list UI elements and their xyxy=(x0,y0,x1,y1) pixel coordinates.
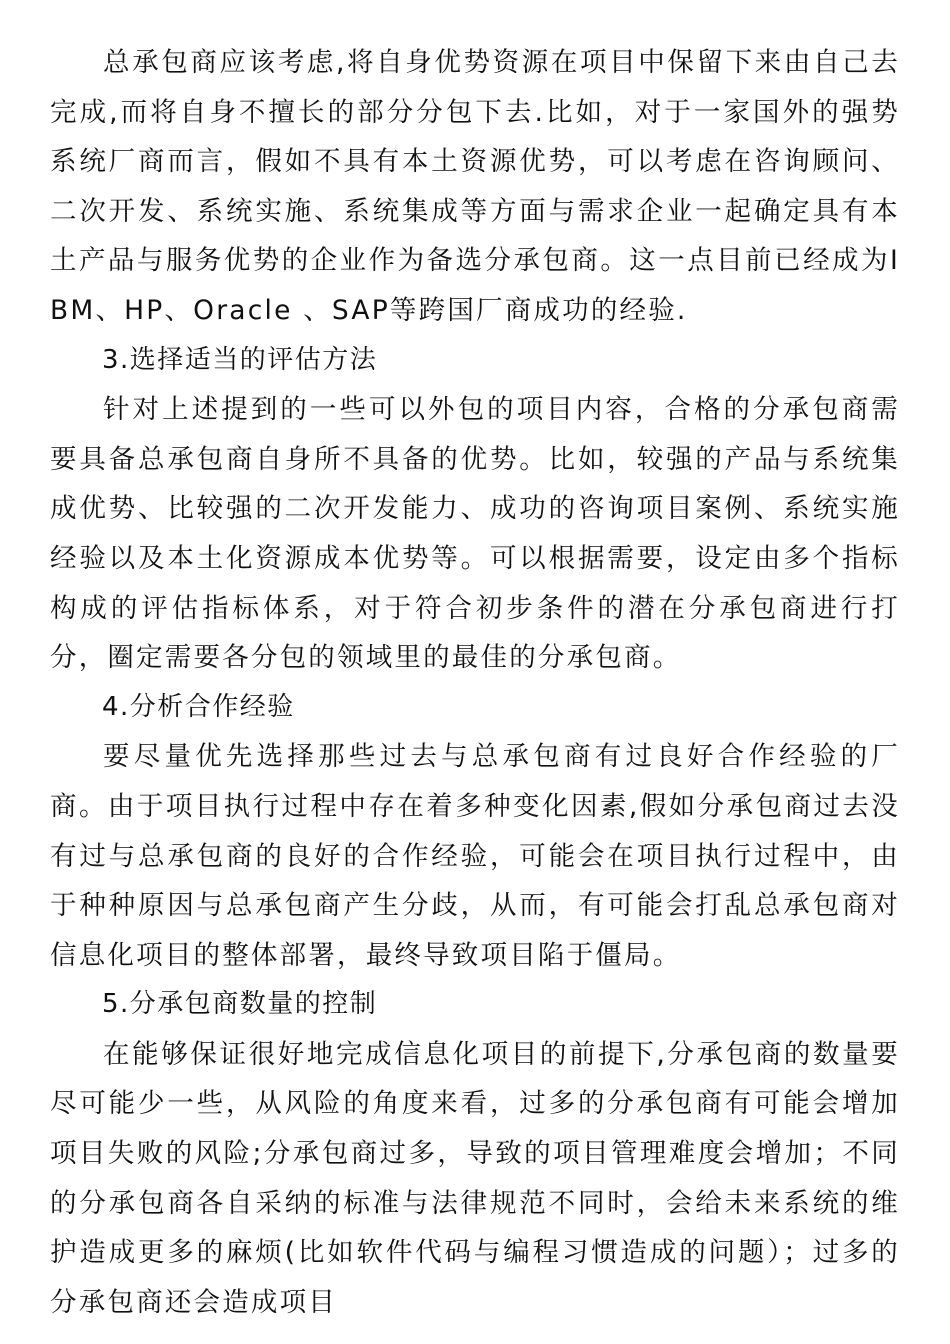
section-heading-5: 5.分承包商数量的控制 xyxy=(102,989,378,1020)
section-heading-4: 4.分析合作经验 xyxy=(102,691,295,722)
document-page xyxy=(50,38,900,1327)
paragraph-subcontract-strategy: 总承包商应该考虑,将自身优势资源在项目中保留下来由自己去完成,而将自身不擅长的部分分包下去.比如，对于一家国外的强势系统厂商而言，假如不具有本土资源优势，可以考虑在咨询顾问、二次开发、系统实施、系统集成等方面与需求企业一起确定具有本土产品与服务优势的企业作为备选分承包商。这一点目前已经成为IBM、HP、Oracle 、SAP等跨国厂商成功的经验. xyxy=(50,47,900,326)
paragraph-subcontractor-count: 在能够保证很好地完成信息化项目的前提下,分承包商的数量要尽可能少一些，从风险的角度来看，过多的分承包商有可能会增加项目失败的风险;分承包商过多，导致的项目管理难度会增加；不同的分承包商各自采纳的标准与法律规范不同时，会给未来系统的维护造成更多的麻烦(比如软件代码与编程习惯造成的问题）；过多的分承包商还会造成项目 xyxy=(50,1038,900,1318)
paragraph-cooperation-experience: 要尽量优先选择那些过去与总承包商有过良好合作经验的厂商。由于项目执行过程中存在着多种变化因素,假如分承包商过去没有过与总承包商的良好的合作经验，可能会在项目执行过程中，由于种种原因与总承包商产生分歧，从而，有可能会打乱总承包商对信息化项目的整体部署，最终导致项目陷于僵局。 xyxy=(50,741,900,971)
section-heading-3: 3.选择适当的评估方法 xyxy=(102,344,378,375)
paragraph-evaluation-method: 针对上述提到的一些可以外包的项目内容，合格的分承包商需要具备总承包商自身所不具备的优势。比如，较强的产品与系统集成优势、比较强的二次开发能力、成功的咨询项目案例、系统实施经验以及本土化资源成本优势等。可以根据需要，设定由多个指标构成的评估指标体系，对于符合初步条件的潜在分承包商进行打分，圈定需要各分包的领域里的最佳的分承包商。 xyxy=(50,394,900,674)
